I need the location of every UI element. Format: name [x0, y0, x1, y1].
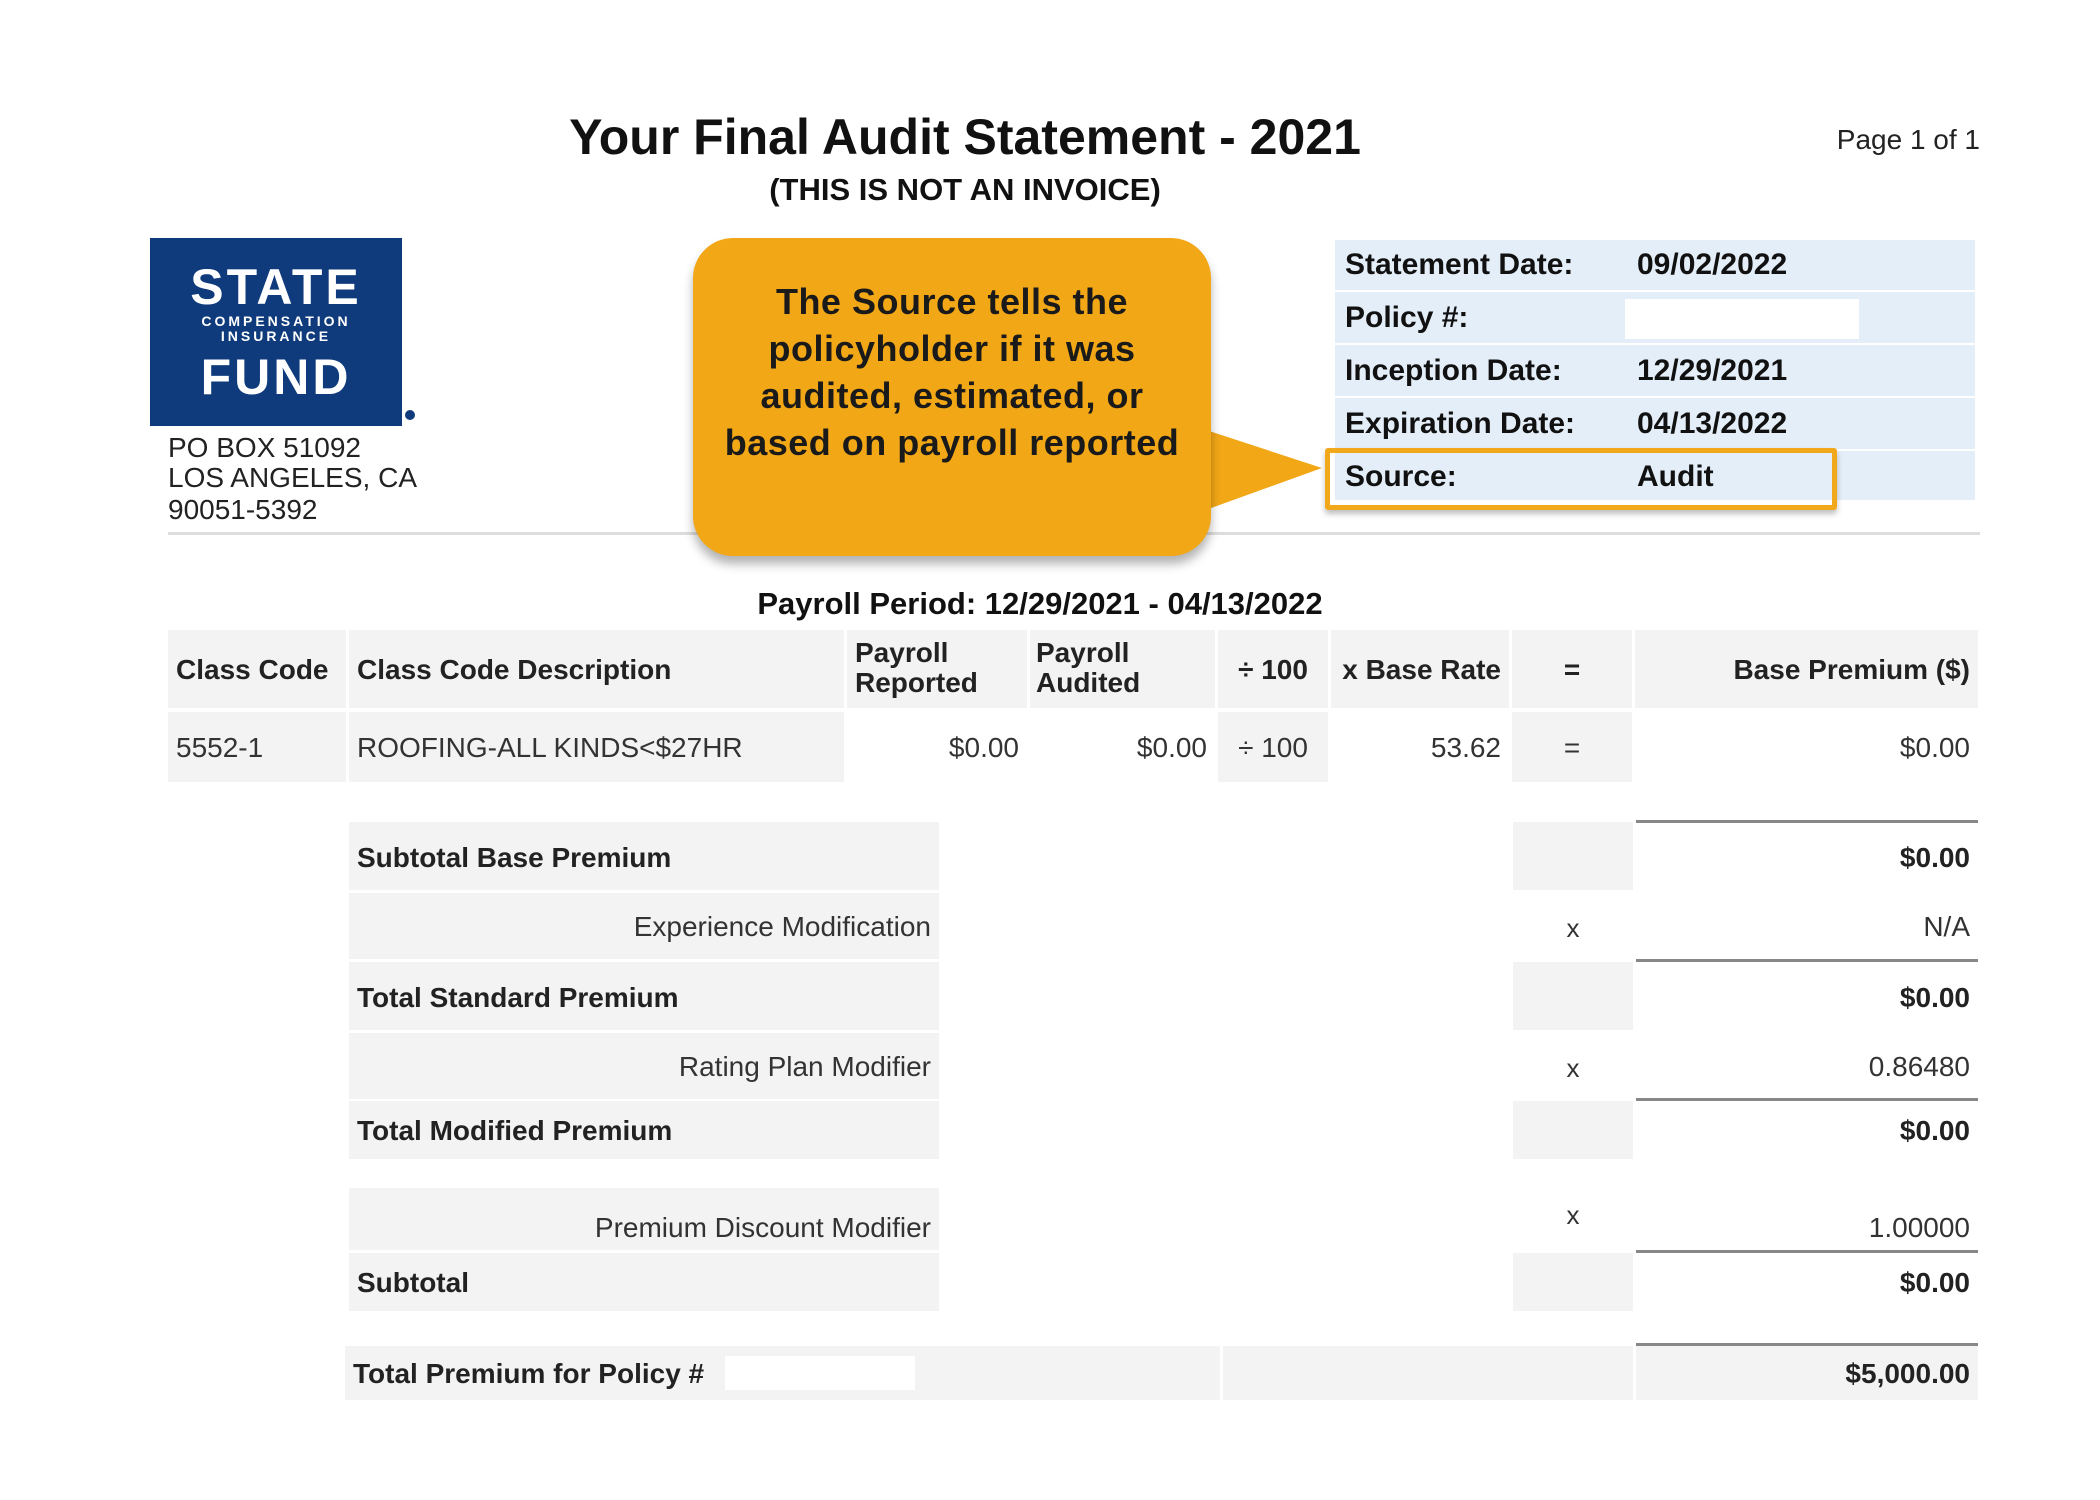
- expiration-date-value: 04/13/2022: [1637, 407, 1788, 440]
- th-base-rate-cell: [1331, 630, 1509, 708]
- exp-mod-label: Experience Modification: [633, 911, 931, 942]
- page-indicator: Page 1 of 1: [1836, 124, 1980, 155]
- table-cell: [1331, 712, 1509, 782]
- rating-plan-op-cell: [1513, 1033, 1633, 1099]
- exp-mod-value-cell: [1636, 893, 1978, 959]
- table-cell: [1218, 712, 1328, 782]
- blank-cell: [942, 893, 1510, 959]
- th-class-code-cell: [168, 630, 346, 708]
- total-modified-value: $0.00: [1899, 1115, 1970, 1146]
- subtotal-value-cell: [1636, 1253, 1978, 1311]
- statement-date-label: Statement Date:: [1345, 248, 1574, 281]
- table-cell: [847, 712, 1027, 782]
- rating-plan-operator: x: [1566, 1053, 1580, 1083]
- policy-number-redacted: [725, 1356, 915, 1390]
- th-payroll-reported-cell: [847, 630, 1027, 708]
- inception-date-value: 12/29/2021: [1637, 354, 1788, 387]
- subtotal-label: Subtotal: [357, 1267, 469, 1298]
- th-payroll-reported-line1: Payroll: [855, 637, 949, 668]
- th-base-premium-cell: [1635, 630, 1978, 708]
- th-eq-cell: [1512, 630, 1632, 708]
- total-policy-label-cell: [345, 1346, 1220, 1400]
- subtotal-label-cell: [349, 1253, 939, 1311]
- th-payroll-reported-line2: Reported: [855, 667, 978, 698]
- callout-text: The Source tells the policyholder if it was audited, estimated, or based on payroll reported: [724, 281, 1180, 463]
- total-modified-value-cell: [1636, 1101, 1978, 1159]
- blank-cell: [942, 1253, 1510, 1311]
- logo-line-middle: [150, 314, 402, 343]
- table-cell: [1512, 712, 1632, 782]
- th-payroll-reported: [855, 638, 978, 698]
- state-fund-logo: [150, 238, 402, 426]
- subtotal-base-value-cell: [1636, 822, 1978, 890]
- source-callout: [693, 238, 1211, 556]
- exp-mod-op-cell: [1513, 893, 1633, 959]
- blank-cell: [942, 1101, 1510, 1159]
- page-subtitle: (THIS IS NOT AN INVOICE): [769, 172, 1161, 207]
- rating-plan-label: Rating Plan Modifier: [678, 1051, 931, 1082]
- premium-discount-value-cell: [1636, 1188, 1978, 1250]
- source-value: Audit: [1637, 460, 1714, 493]
- blank-cell: [1223, 1346, 1633, 1400]
- total-standard-label-cell: [349, 962, 939, 1030]
- rating-plan-value: 0.86480: [1868, 1051, 1970, 1082]
- table-row: [168, 712, 346, 782]
- premium-discount-value: 1.00000: [1868, 1212, 1970, 1243]
- logo-line-insurance: INSURANCE: [220, 327, 332, 344]
- total-standard-label: Total Standard Premium: [357, 982, 679, 1013]
- th-div-cell: [1218, 630, 1328, 708]
- subtotal-base-label-cell: [349, 822, 939, 890]
- th-payroll-audited-line1: Payroll: [1036, 637, 1130, 668]
- expiration-date-label: Expiration Date:: [1345, 407, 1576, 440]
- cell-description: ROOFING-ALL KINDS<$27HR: [357, 732, 743, 763]
- blank-op-cell: [1513, 822, 1633, 890]
- exp-mod-value: N/A: [1923, 911, 1970, 942]
- statement-date-value: 09/02/2022: [1637, 248, 1788, 281]
- th-description-cell: [349, 630, 844, 708]
- blank-cell: [942, 1188, 1510, 1250]
- total-rule: [1636, 820, 1978, 823]
- blank-cell: [942, 1033, 1510, 1099]
- premium-discount-operator: x: [1566, 1200, 1580, 1230]
- premium-discount-op-cell: [1513, 1188, 1633, 1250]
- inception-date-row: [1335, 346, 1975, 398]
- premium-discount-label-cell: [349, 1188, 939, 1250]
- cell-payroll-audited: $0.00: [1136, 732, 1207, 763]
- subtotal-base-label: Subtotal Base Premium: [357, 842, 672, 873]
- total-standard-value: $0.00: [1899, 982, 1970, 1013]
- address-line-2: LOS ANGELES, CA: [168, 462, 417, 493]
- policy-number-redacted: [1625, 299, 1859, 339]
- th-class-code: Class Code: [176, 654, 329, 685]
- inception-date-label: Inception Date:: [1345, 354, 1562, 387]
- total-modified-label: Total Modified Premium: [357, 1115, 673, 1146]
- rating-plan-label-cell: [349, 1033, 939, 1099]
- total-standard-value-cell: [1636, 962, 1978, 1030]
- total-policy-value-cell: [1636, 1346, 1978, 1400]
- blank-cell: [942, 962, 1510, 1030]
- th-payroll-audited: [1036, 638, 1140, 698]
- expiration-date-row: [1335, 399, 1975, 451]
- table-cell: [1635, 712, 1978, 782]
- logo-line-compensation: COMPENSATION: [201, 313, 351, 329]
- th-base-premium: Base Premium ($): [1733, 654, 1970, 685]
- logo-dot: [405, 410, 415, 420]
- cell-eq: =: [1563, 732, 1581, 763]
- cell-class-code: 5552-1: [176, 732, 264, 763]
- th-div: ÷ 100: [1238, 654, 1308, 685]
- th-base-rate: x Base Rate: [1342, 654, 1501, 685]
- address-line-1: PO BOX 51092: [168, 432, 362, 463]
- policy-row: [1335, 293, 1975, 345]
- logo-line-state: STATE: [190, 259, 362, 315]
- subtotal-base-value: $0.00: [1899, 842, 1970, 873]
- cell-base-rate: 53.62: [1430, 732, 1501, 763]
- cell-div: ÷ 100: [1238, 732, 1308, 763]
- blank-cell: [942, 822, 1510, 890]
- page-title: Your Final Audit Statement - 2021: [569, 109, 1361, 165]
- subtotal-value: $0.00: [1899, 1267, 1970, 1298]
- exp-mod-label-cell: [349, 893, 939, 959]
- logo-line-fund: FUND: [200, 349, 352, 405]
- exp-mod-operator: x: [1566, 913, 1580, 943]
- callout-pointer: [1200, 420, 1330, 520]
- source-highlight-box: [1325, 448, 1837, 510]
- payroll-period: Payroll Period: 12/29/2021 - 04/13/2022: [757, 586, 1323, 621]
- total-policy-value: $5,000.00: [1845, 1358, 1970, 1389]
- total-modified-label-cell: [349, 1101, 939, 1159]
- rating-plan-value-cell: [1636, 1033, 1978, 1099]
- total-policy-label: Total Premium for Policy #: [353, 1358, 705, 1389]
- blank-op-cell: [1513, 1253, 1633, 1311]
- cell-base-premium: $0.00: [1899, 732, 1970, 763]
- th-eq: =: [1563, 654, 1581, 685]
- policy-label: Policy #:: [1345, 301, 1469, 334]
- premium-discount-label: Premium Discount Modifier: [594, 1212, 931, 1243]
- th-payroll-audited-cell: [1030, 630, 1215, 708]
- th-description: Class Code Description: [357, 654, 672, 685]
- statement-date-row: [1335, 240, 1975, 292]
- blank-op-cell: [1513, 1101, 1633, 1159]
- cell-payroll-reported: $0.00: [948, 732, 1019, 763]
- address-line-3: 90051-5392: [168, 494, 318, 525]
- table-cell: [349, 712, 844, 782]
- source-label: Source:: [1345, 460, 1457, 493]
- table-cell: [1030, 712, 1215, 782]
- blank-op-cell: [1513, 962, 1633, 1030]
- th-payroll-audited-line2: Audited: [1036, 667, 1141, 698]
